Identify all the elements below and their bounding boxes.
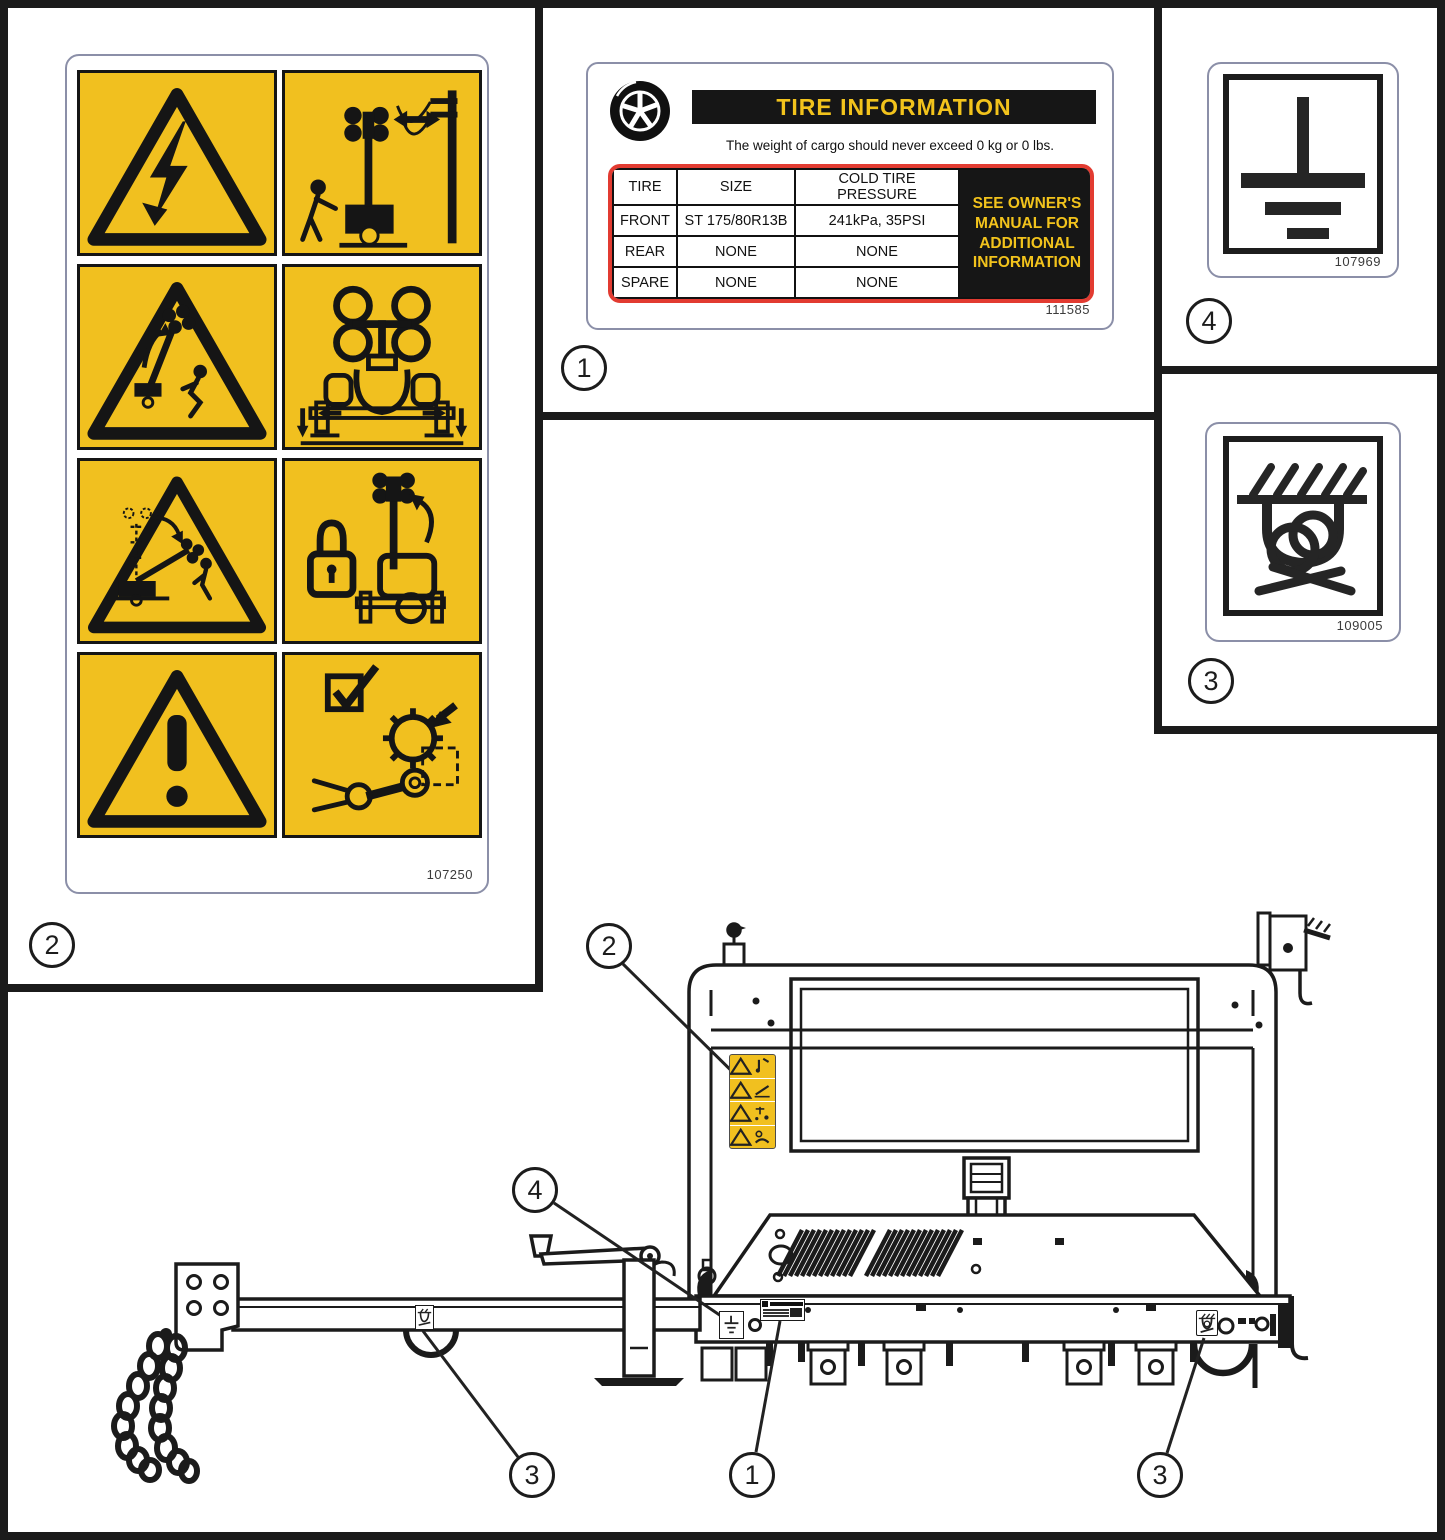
- mini-note-block: [790, 1308, 802, 1317]
- tongue-lifting-decal: [415, 1305, 434, 1330]
- mini-warning-row: [730, 1078, 775, 1102]
- trailer-warning-decal: [729, 1054, 776, 1149]
- diagram-callout-3-front: 3: [509, 1452, 555, 1498]
- trailer-ground-decal: [719, 1311, 744, 1339]
- tire-size-value: NONE: [677, 236, 795, 267]
- mini-line: [763, 1312, 789, 1314]
- tire-pressure-value: 241kPa, 35PSI: [795, 205, 959, 236]
- tire-row-label: FRONT: [613, 205, 677, 236]
- safety-chains-icon: [114, 1328, 197, 1481]
- tire-col-header: TIRE: [613, 169, 677, 205]
- earth-ground-icon: [720, 1312, 743, 1338]
- mini-header-bar: [770, 1302, 803, 1306]
- part-number: 111585: [1045, 302, 1090, 317]
- lifting-point-icon: [416, 1306, 433, 1329]
- part-number: 107250: [426, 867, 473, 882]
- tire-info-title: TIRE INFORMATION: [692, 90, 1096, 124]
- mini-warning-row: [730, 1125, 775, 1149]
- diagram-callout-3-rear: 3: [1137, 1452, 1183, 1498]
- diagram-callout-1: 1: [729, 1452, 775, 1498]
- mini-line: [763, 1315, 789, 1317]
- tire-row-label: REAR: [613, 236, 677, 267]
- callout-1: 1: [561, 345, 607, 391]
- part-number: 109005: [1336, 618, 1383, 633]
- callout-4: 4: [1186, 298, 1232, 344]
- owners-manual-note: SEE OWNER'S MANUAL FOR ADDITIONAL INFORMATION: [959, 169, 1094, 298]
- engine-hood-louvers: [714, 1215, 1260, 1296]
- tire-size-value: ST 175/80R13B: [677, 205, 795, 236]
- tire-row-label: SPARE: [613, 267, 677, 298]
- mini-warning-row: [730, 1055, 775, 1078]
- tire-pressure-value: NONE: [795, 267, 959, 298]
- callout-2: 2: [29, 922, 75, 968]
- tire-pressure-value: NONE: [795, 236, 959, 267]
- diagram-callout-4: 4: [512, 1167, 558, 1213]
- cargo-weight-note: The weight of cargo should never exceed 0 kg or 0 lbs.: [726, 138, 1054, 153]
- trailer-tongue: [176, 1262, 700, 1355]
- part-number: 107969: [1334, 254, 1381, 269]
- tire-icon: [762, 1301, 768, 1307]
- tire-size-value: NONE: [677, 267, 795, 298]
- lifting-point-icon: [1197, 1311, 1217, 1335]
- trailer-tire-decal: [760, 1299, 805, 1321]
- tire-col-header: COLD TIRE PRESSURE: [795, 169, 959, 205]
- diagram-callout-2: 2: [586, 923, 632, 969]
- tire-col-header: SIZE: [677, 169, 795, 205]
- mini-line: [763, 1309, 789, 1311]
- mini-warning-row: [730, 1101, 775, 1125]
- trailer-lifting-decal: [1196, 1310, 1218, 1336]
- callout-3: 3: [1188, 658, 1234, 704]
